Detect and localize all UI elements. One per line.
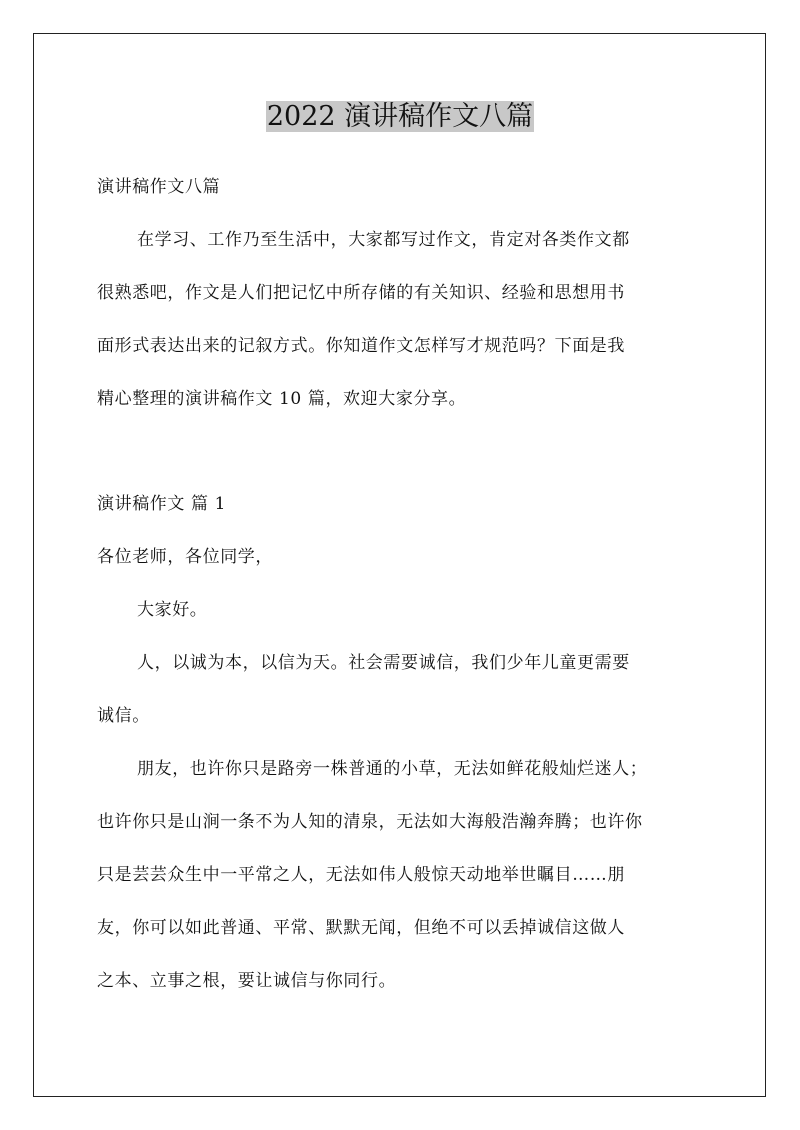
intro-line-4: 精心整理的演讲稿作文 10 篇，欢迎大家分享。 xyxy=(97,389,467,409)
intro-line-1: 在学习、工作乃至生活中，大家都写过作文，肯定对各类作文都 xyxy=(137,230,630,250)
document-title-text: 2022 演讲稿作文八篇 xyxy=(266,101,534,132)
para1-line-2: 诚信。 xyxy=(97,706,150,726)
document-title xyxy=(0,97,800,137)
salutation: 各位老师，各位同学， xyxy=(97,547,273,567)
para2-line-4: 友，你可以如此普通、平常、默默无闻，但绝不可以丢掉诚信这做人 xyxy=(97,918,625,938)
para2-line-2: 也许你只是山涧一条不为人知的清泉，无法如大海般浩瀚奔腾；也许你 xyxy=(97,812,643,832)
para2-line-5: 之本、立事之根，要让诚信与你同行。 xyxy=(97,971,397,991)
document-subtitle: 演讲稿作文八篇 xyxy=(97,177,221,197)
para1-line-1: 人，以诚为本，以信为天。社会需要诚信，我们少年儿童更需要 xyxy=(137,653,630,673)
greeting: 大家好。 xyxy=(137,600,208,620)
intro-line-3: 面形式表达出来的记叙方式。你知道作文怎样写才规范吗？下面是我 xyxy=(97,336,625,356)
para2-line-1: 朋友，也许你只是路旁一株普通的小草，无法如鲜花般灿烂迷人； xyxy=(137,759,648,779)
section-heading: 演讲稿作文 篇 1 xyxy=(97,494,227,514)
intro-line-2: 很熟悉吧，作文是人们把记忆中所存储的有关知识、经验和思想用书 xyxy=(97,283,625,303)
para2-line-3: 只是芸芸众生中一平常之人，无法如伟人般惊天动地举世瞩目……朋 xyxy=(97,865,625,885)
